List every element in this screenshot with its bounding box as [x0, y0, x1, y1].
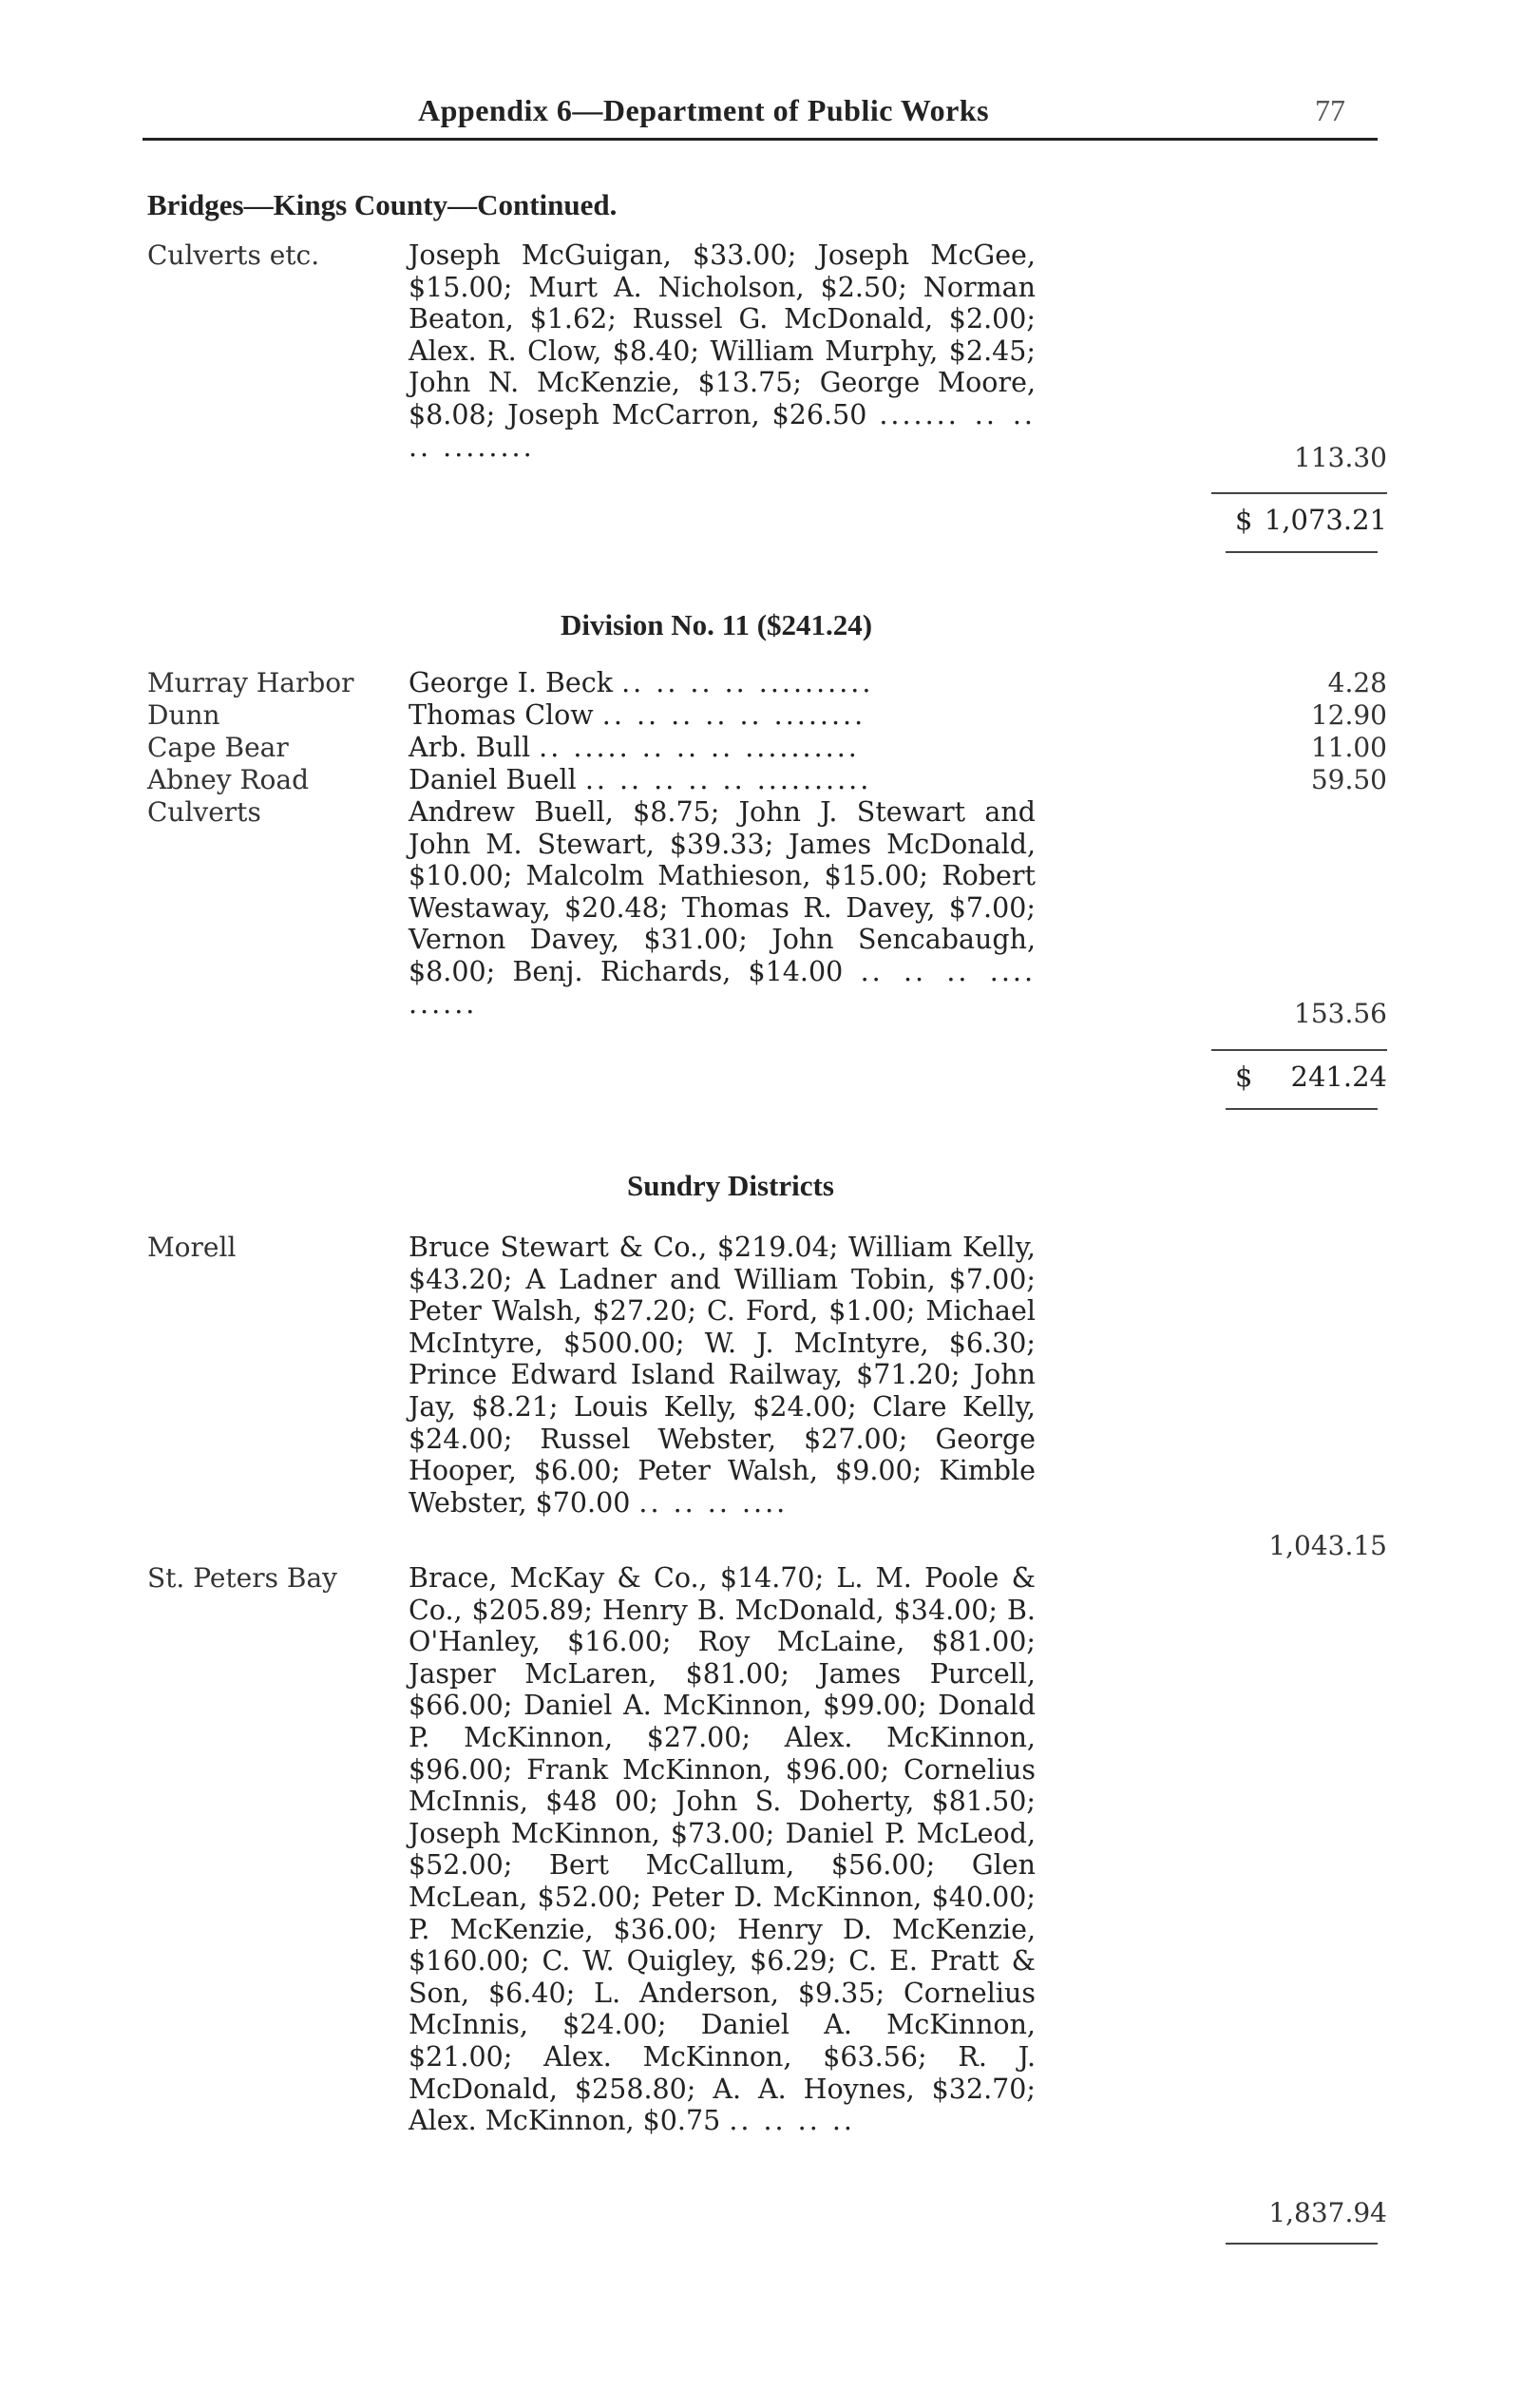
row-label-morell: Morell	[147, 1232, 237, 1263]
row-label: Abney Road	[147, 764, 310, 795]
bottom-rule	[1226, 2243, 1378, 2245]
leader-dots: .. .. .. .. .. ..........	[584, 764, 872, 795]
amount: 12.90	[1310, 699, 1387, 731]
entry-text: Brace, McKay & Co., $14.70; L. M. Poole & Co., $205.89; Henry B. McDonald, $34.00; B. O'Hanley, $16.00; Roy McLaine, $81.00; Jasper McLaren, $81.00; James Purcell, $66.00; Daniel A. McKinnon, $99.00; Donald P. McKinnon, $27.00; Alex. McKinnon, $96.00; Frank McKinnon, $96.00; Cornelius McInnis, $48 00; John S. Doherty, $81.50; Joseph McKinnon, $73.00; Daniel P. McLeod, $52.00; Bert McCallum, $56.00; Glen McLean, $52.00; Peter D. McKinnon, $40.00; P. McKenzie, $36.00; Henry D. McKenzie, $160.00; C. W. Quigley, $6.29; C. E. Pratt & Son, $6.40; L. Anderson, $9.35; Cornelius McInnis, $24.00; Daniel A. McKinnon, $21.00; Alex. McKinnon, $63.56; R. J. McDonald, $258.80; A. A. Hoynes, $32.70; Alex. McKinnon, $0.75	[409, 1562, 1036, 2137]
amount: 59.50	[1310, 764, 1387, 795]
total-underline	[1226, 551, 1378, 553]
leader-dots: .. .. .. ....	[638, 1486, 789, 1519]
leader-dots: .. .. .. .. ..........	[621, 667, 874, 698]
amount: 11.00	[1310, 732, 1387, 763]
leader-dots: ....... .. .. .. ........	[409, 398, 1036, 463]
amount-morell: 1,043.15	[1268, 1530, 1387, 1561]
entry-culverts	[409, 796, 1036, 1020]
row-label-culverts: Culverts	[147, 796, 261, 828]
amount-st-peters-bay: 1,837.94	[1268, 2197, 1387, 2228]
row-label: Murray Harbor	[147, 667, 354, 698]
leader-dots: .. .. .. ..	[729, 2105, 855, 2137]
section-title-sundry-districts: Sundry Districts	[627, 1169, 834, 1202]
dollar-sign: $	[1235, 1061, 1253, 1093]
total-rule	[1211, 1049, 1387, 1051]
entry-row	[409, 732, 1036, 764]
entry-text: Thomas Clow	[409, 699, 594, 731]
entry-culverts-etc	[409, 239, 1036, 463]
entry-text: Joseph McGuigan, $33.00; Joseph McGee, $15.00; Murt A. Nicholson, $2.50; Norman Beaton, $1.62; Russel G. McDonald, $2.00; Alex. R. Clow, $8.40; William Murphy, $2.45; John N. McKenzie, $13.75; George Moore, $8.08; Joseph McCarron, $26.50	[409, 239, 1036, 430]
row-label: Dunn	[147, 699, 220, 731]
row-label: Cape Bear	[147, 732, 289, 763]
page-number: 77	[1315, 93, 1345, 127]
entry-text: Bruce Stewart & Co., $219.04; William Kelly, $43.20; A Ladner and William Tobin, $7.00; Peter Walsh, $27.20; C. Ford, $1.00; Michael McIntyre, $500.00; W. J. McIntyre, $6.30; Prince Edward Island Railway, $71.20; John Jay, $8.21; Louis Kelly, $24.00; Clare Kelly, $24.00; Russel Webster, $27.00; George Hooper, $6.00; Peter Walsh, $9.00; Kimble Webster, $70.00	[409, 1232, 1036, 1519]
entry-st-peters-bay	[409, 1562, 1036, 2137]
entry-row	[409, 667, 1036, 699]
total-rule	[1211, 492, 1387, 494]
amount: 4.28	[1327, 667, 1387, 698]
running-header: Appendix 6—Department of Public Works	[418, 93, 990, 127]
section-total-bridges: 1,073.21	[1264, 504, 1387, 536]
entry-text: George I. Beck	[409, 667, 614, 698]
section-title-bridges: Bridges—Kings County—Continued.	[147, 188, 618, 221]
dollar-sign: $	[1235, 504, 1253, 536]
section-title-division-11: Division No. 11 ($241.24)	[561, 608, 873, 641]
leader-dots: .. .. .. .... ......	[409, 955, 1037, 1020]
amount-culverts: 153.56	[1294, 998, 1387, 1029]
total-underline	[1226, 1108, 1378, 1110]
entry-text: Andrew Buell, $8.75; John J. Stewart and John M. Stewart, $39.33; James McDonald, $10.00; Malcolm Mathieson, $15.00; Robert Westaway, $20.48; Thomas R. Davey, $7.00; Vernon Davey, $31.00; John Sencabaugh, $8.00; Benj. Richards, $14.00	[409, 796, 1036, 987]
entry-text: Daniel Buell	[409, 764, 577, 795]
entry-row	[409, 764, 1036, 796]
entry-row	[409, 699, 1036, 732]
leader-dots: .. ..... .. .. .. ..........	[539, 732, 860, 763]
row-label-st-peters-bay: St. Peters Bay	[147, 1562, 337, 1594]
entry-morell	[409, 1232, 1036, 1519]
header-rule	[143, 138, 1378, 141]
amount-culverts-etc: 113.30	[1294, 442, 1387, 473]
section-total-division-11: 241.24	[1290, 1061, 1387, 1093]
row-label-culverts-etc: Culverts etc.	[147, 239, 320, 271]
entry-text: Arb. Bull	[409, 732, 531, 763]
leader-dots: .. .. .. .. .. ........	[601, 699, 866, 731]
